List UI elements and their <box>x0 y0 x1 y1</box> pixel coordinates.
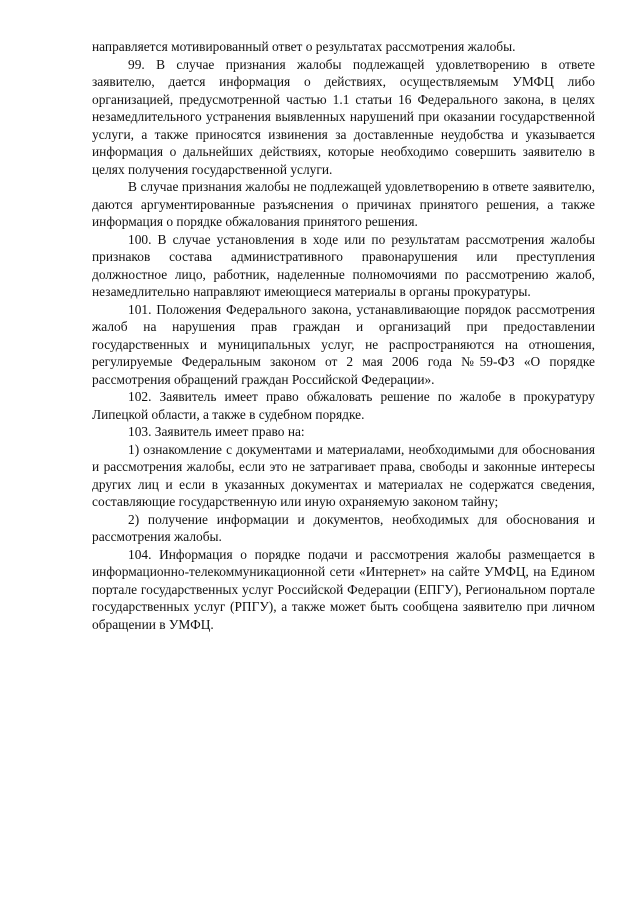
paragraph-103: 103. Заявитель имеет право на: <box>128 424 305 439</box>
paragraph-99: 99. В случае признания жалобы подлежащей удовлетворению в ответе заявителю, дается информация о действиях, осуществляемым УМФЦ либо организацией, предусмотренной частью 1.1 статьи 16 Федерального закона, в целях незамедлительного устранения выявленных нарушений при оказании государственной услуги, а также приносятся извинения за доставленные неудобства и указывается информация о дальнейших действиях, которые необходимо совершить заявителю в целях получения государственной услуги. <box>92 56 595 177</box>
paragraph-103-item-1: 1) ознакомление с документами и материалами, необходимыми для обоснования и рассмотрения жалобы, если это не затрагивает права, свободы и законные интересы других лиц и если в указанных документах и материалах не содержатся сведения, составляющие государственную или иную охраняемую законом тайну; <box>92 441 595 509</box>
paragraph-100: 100. В случае установления в ходе или по результатам рассмотрения жалобы признаков состава административного правонарушения или преступления должностное лицо, работник, наделенные полномочиями по рассмотрению жалоб, незамедлительно направляют имеющиеся материалы в органы прокуратуры. <box>92 231 595 299</box>
paragraph-104: 104. Информация о порядке подачи и рассмотрения жалобы размещается в информационно-телекоммуникационной сети «Интернет» на сайте УМФЦ, на Едином портале государственных услуг Российской Федерации (ЕПГУ), Региональном портале государственных услуг (РПГУ), а также может быть сообщена заявителю при личном обращении в УМФЦ. <box>92 546 595 632</box>
paragraph-103-item-2: 2) получение информации и документов, необходимых для обоснования и рассмотрения жалобы. <box>92 511 595 544</box>
document-page <box>92 38 595 633</box>
paragraph-99-refusal: В случае признания жалобы не подлежащей удовлетворению в ответе заявителю, даются аргументированные разъяснения о причинах принятого решения, а также информация о порядке обжалования принятого решения. <box>92 179 595 229</box>
paragraph-102: 102. Заявитель имеет право обжаловать решение по жалобе в прокуратуру Липецкой области, а также в судебном порядке. <box>92 389 595 422</box>
paragraph-continuation: направляется мотивированный ответ о результатах рассмотрения жалобы. <box>92 39 516 54</box>
paragraph-101: 101. Положения Федерального закона, устанавливающие порядок рассмотрения жалоб на нарушения прав граждан и организаций при предоставлении государственных и муниципальных услуг, не распространяются на отношения, регулируемые Федеральным законом от 2 мая 2006 года №59-ФЗ «О порядке рассмотрения обращений граждан Российской Федерации». <box>92 301 595 387</box>
